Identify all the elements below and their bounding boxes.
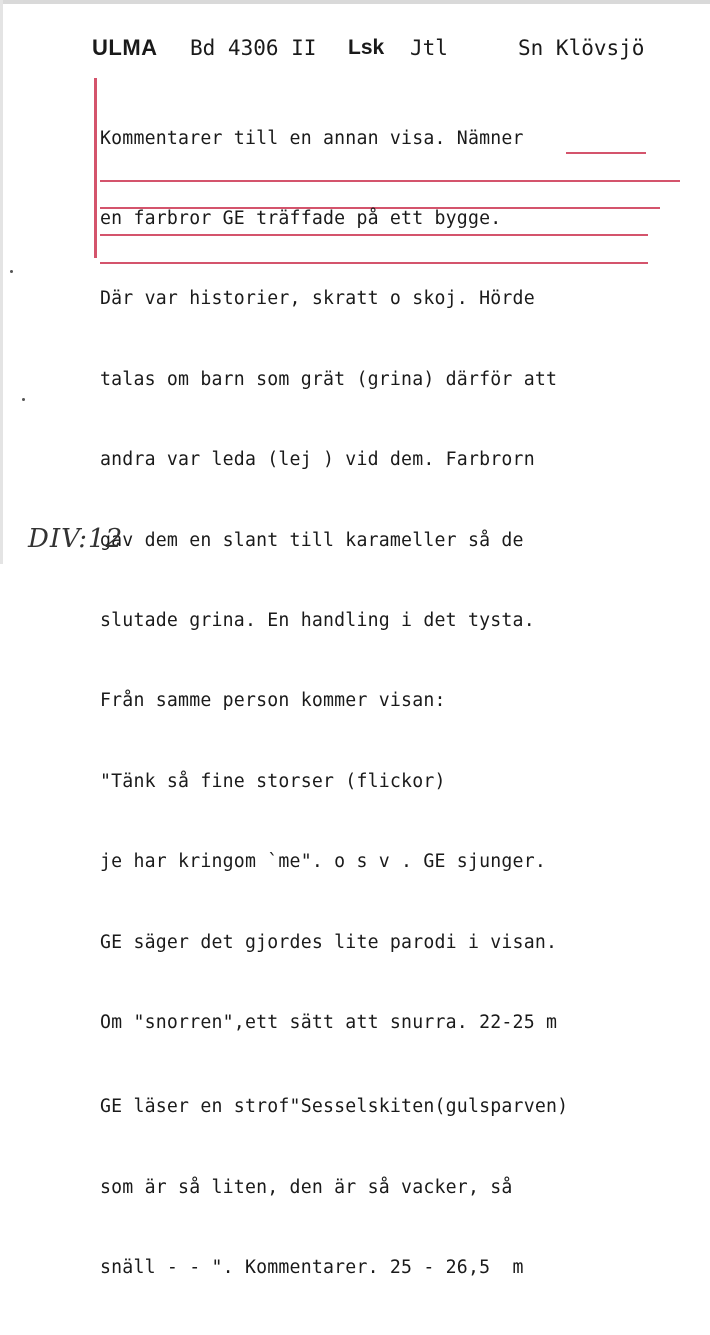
parish-name: Sn Klövsjö (518, 36, 645, 60)
card-header (0, 30, 710, 66)
text-line: en farbror GE träffade på ett bygge. (100, 207, 502, 229)
text-line: GE läser en strof"Sesselskiten(gulsparven) (100, 1096, 569, 1118)
margin-marker (94, 78, 97, 258)
text-line: Om "snorren",ett sätt att snurra. 22-25 m (100, 1011, 558, 1033)
card-body (100, 72, 700, 1335)
archive-signum: Bd 4306 II (190, 36, 317, 60)
text-line: Kommentarer till en annan visa. Nämner (100, 127, 524, 149)
landscape-code: Lsk (348, 36, 385, 59)
card-left-edge (0, 0, 3, 564)
speck (10, 270, 13, 273)
text-line: Där var historier, skratt o skoj. Hörde (100, 288, 535, 310)
shelfmark: DIV:12 (28, 524, 124, 554)
text-line: gav dem en slant till karameller så de (100, 529, 524, 551)
archive-title: ULMA (92, 35, 158, 60)
text-line: andra var leda (lej ) vid dem. Farbrorn (100, 449, 535, 471)
county-code: Jtl (410, 36, 448, 60)
text-line: "Tänk så fine storser (flickor) (100, 770, 446, 792)
text-line: talas om barn som grät (grina) därför att (100, 368, 558, 390)
text-line: snäll - - ". Kommentarer. 25 - 26,5 m (100, 1257, 524, 1279)
card-top-edge (0, 0, 710, 4)
text-line: Från samme person kommer visan: (100, 690, 446, 712)
text-line: GE säger det gjordes lite parodi i visan. (100, 931, 558, 953)
text-line: slutade grina. En handling i det tysta. (100, 609, 535, 631)
text-line: som är så liten, den är så vacker, så (100, 1176, 513, 1198)
speck (22, 398, 25, 401)
text-line: je har kringom `me". o s v . GE sjunger. (100, 851, 546, 873)
